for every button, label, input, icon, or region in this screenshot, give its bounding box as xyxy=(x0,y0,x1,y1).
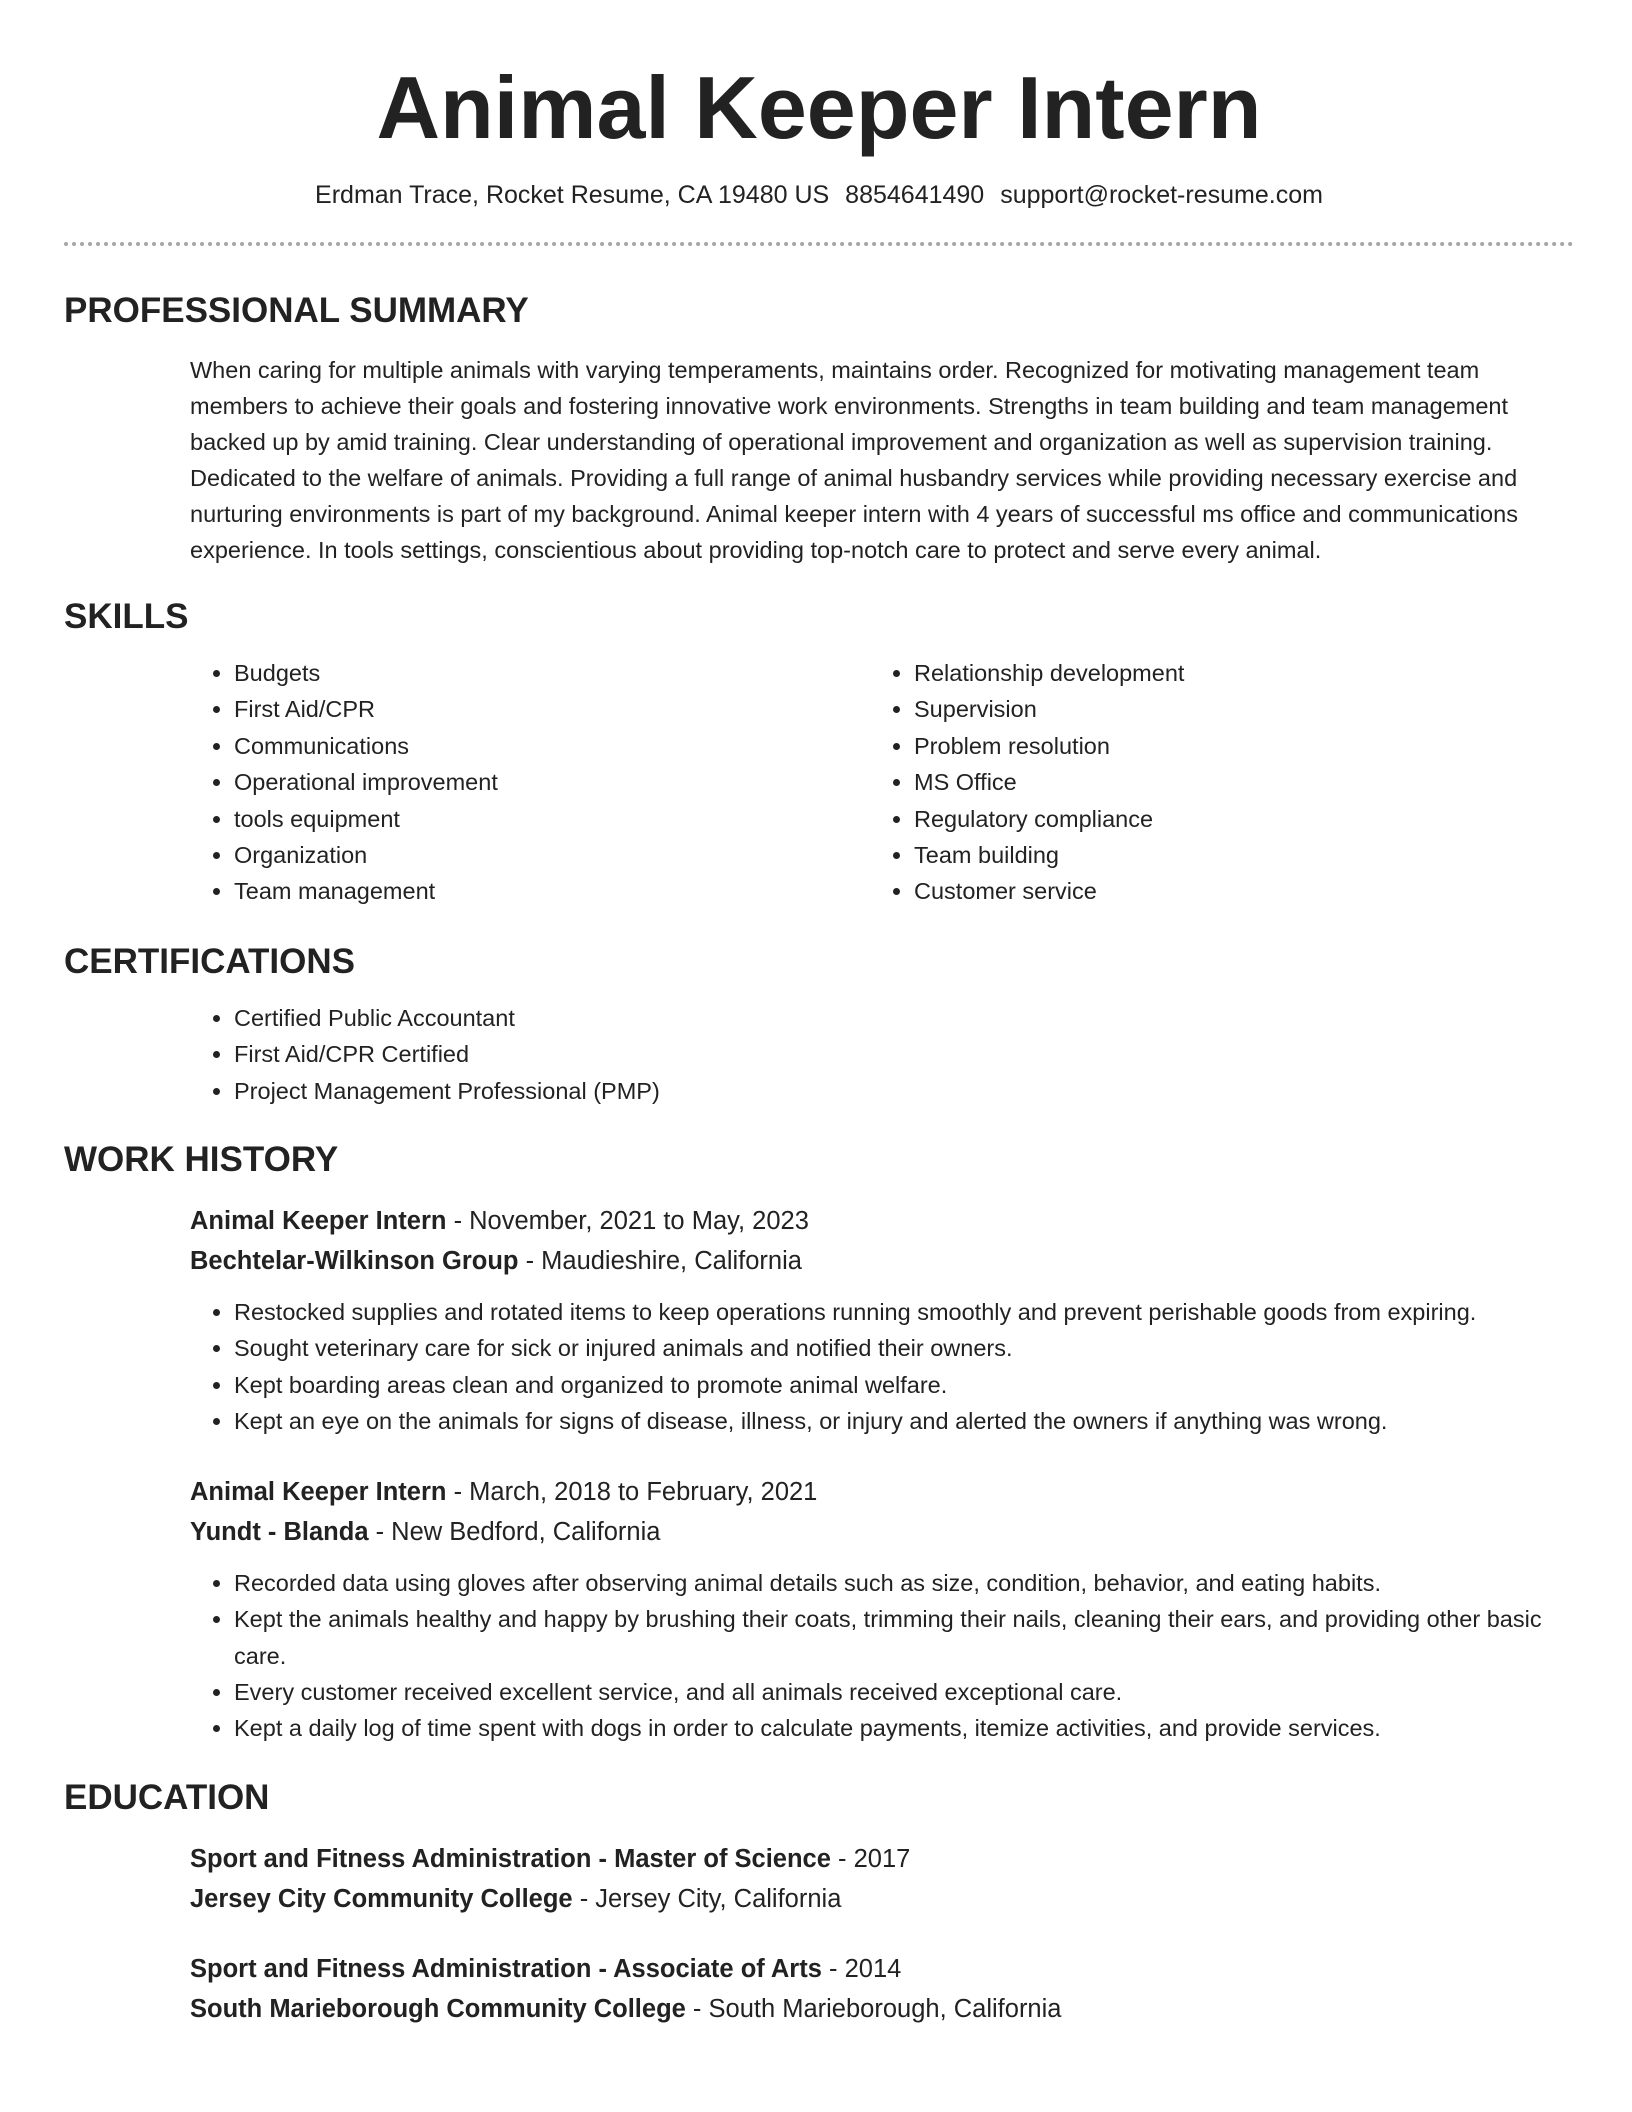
school-location: - Jersey City, California xyxy=(572,1884,842,1913)
job-location: - Maudieshire, California xyxy=(518,1247,802,1276)
job-role-line xyxy=(190,1201,1574,1241)
education-title: EDUCATION xyxy=(64,1777,270,1817)
degree-year: - 2014 xyxy=(821,1954,902,1983)
work-section xyxy=(64,1139,1574,1747)
summary-section xyxy=(64,290,1574,568)
certification-item: • Certified Public Accountant xyxy=(234,1000,1574,1036)
header-divider xyxy=(64,242,1574,246)
job-bullet: • Kept a daily log of time spent with dogs in order to calculate payments, itemize activities, and provide services. xyxy=(234,1710,1574,1746)
skills-title: SKILLS xyxy=(64,597,189,636)
skill-item: • Team building xyxy=(914,837,1550,873)
school-line xyxy=(190,1989,1574,2029)
job-role-line xyxy=(190,1472,1574,1512)
job-dates: - November, 2021 to May, 2023 xyxy=(446,1207,809,1236)
job-bullet: • Kept boarding areas clean and organized to promote animal welfare. xyxy=(234,1367,1574,1403)
job-bullet: • Kept an eye on the animals for signs of disease, illness, or injury and alerted the owners if anything was wrong. xyxy=(234,1403,1574,1439)
skill-item: • Communications xyxy=(234,728,870,764)
summary-text: When caring for multiple animals with varying temperaments, maintains order. Recognized for motivating management team members to achieve their goals and fostering innovative work environments. Strengths in team building and team management backed up by amid training. Clear understanding of operational improvement and organization as well as supervision training. Dedicated to the welfare of animals. Providing a full range of animal husbandry services while providing necessary exercise and nurturing environments is part of my background. Animal keeper intern with 4 years of successful ms office and communications experience. In tools settings, conscientious about providing top-notch care to protect and serve every animal. xyxy=(190,357,1518,563)
skills-section xyxy=(64,596,1574,910)
job-bullet: • Sought veterinary care for sick or injured animals and notified their owners. xyxy=(234,1330,1574,1366)
job-entry xyxy=(190,1201,1574,1440)
school: Jersey City Community College xyxy=(190,1884,573,1913)
job-bullet: • Restocked supplies and rotated items to keep operations running smoothly and prevent perishable goods from expiring. xyxy=(234,1294,1574,1330)
education-entry xyxy=(190,1839,1574,1919)
degree-year: - 2017 xyxy=(830,1844,911,1873)
skills-column-right xyxy=(870,655,1550,910)
degree-line xyxy=(190,1949,1574,1989)
certifications-section xyxy=(64,941,1574,1109)
summary-title: PROFESSIONAL SUMMARY xyxy=(64,291,529,330)
candidate-name: Animal Keeper Intern xyxy=(376,58,1262,157)
skill-item: • MS Office xyxy=(914,764,1550,800)
school: South Marieborough Community College xyxy=(190,1994,686,2023)
certification-item: • Project Management Professional (PMP) xyxy=(234,1073,1574,1109)
job-bullet: • Recorded data using gloves after observing animal details such as size, condition, behavior, and eating habits. xyxy=(234,1565,1574,1601)
job-role: Animal Keeper Intern xyxy=(190,1477,447,1506)
job-company: Yundt - Blanda xyxy=(190,1517,369,1546)
job-company-line xyxy=(190,1241,1574,1281)
job-dates: - March, 2018 to February, 2021 xyxy=(446,1477,818,1506)
skill-item: • Team management xyxy=(234,873,870,909)
school-location: - South Marieborough, California xyxy=(685,1994,1062,2023)
job-bullet: • Every customer received excellent service, and all animals received exceptional care. xyxy=(234,1674,1574,1710)
skill-item: • Regulatory compliance xyxy=(914,801,1550,837)
job-company: Bechtelar-Wilkinson Group xyxy=(190,1247,519,1276)
certifications-title: CERTIFICATIONS xyxy=(64,941,356,981)
job-company-line xyxy=(190,1512,1574,1552)
education-entry xyxy=(190,1949,1574,2029)
contact-line xyxy=(64,178,1574,212)
phone: 8854641490 xyxy=(845,181,985,209)
job-bullet: • Kept the animals healthy and happy by brushing their coats, trimming their nails, cleaning their ears, and providing other basic care. xyxy=(234,1601,1574,1674)
skill-item: • Problem resolution xyxy=(914,728,1550,764)
degree: Sport and Fitness Administration - Master of Science xyxy=(190,1844,831,1873)
skill-item: • Budgets xyxy=(234,655,870,691)
skills-column-left xyxy=(190,655,870,910)
skill-item: • Customer service xyxy=(914,873,1550,909)
degree-line xyxy=(190,1839,1574,1879)
job-role: Animal Keeper Intern xyxy=(190,1207,447,1236)
address: Erdman Trace, Rocket Resume, CA 19480 US xyxy=(315,181,830,209)
work-title: WORK HISTORY xyxy=(64,1140,339,1180)
skill-item: • First Aid/CPR xyxy=(234,691,870,727)
email[interactable]: support@rocket-resume.com xyxy=(1000,181,1323,209)
resume-page xyxy=(64,0,1574,2029)
skill-item: • Relationship development xyxy=(914,655,1550,691)
job-location: - New Bedford, California xyxy=(368,1517,661,1546)
education-section xyxy=(64,1777,1574,2029)
degree: Sport and Fitness Administration - Associate of Arts xyxy=(190,1954,822,1983)
certifications-list xyxy=(190,1000,1574,1109)
certification-item: • First Aid/CPR Certified xyxy=(234,1036,1574,1072)
job-entry xyxy=(190,1472,1574,1747)
skill-item: • tools equipment xyxy=(234,801,870,837)
skills-columns xyxy=(190,655,1574,910)
school-line xyxy=(190,1879,1574,1919)
skill-item: • Operational improvement xyxy=(234,764,870,800)
skill-item: • Organization xyxy=(234,837,870,873)
skill-item: • Supervision xyxy=(914,691,1550,727)
